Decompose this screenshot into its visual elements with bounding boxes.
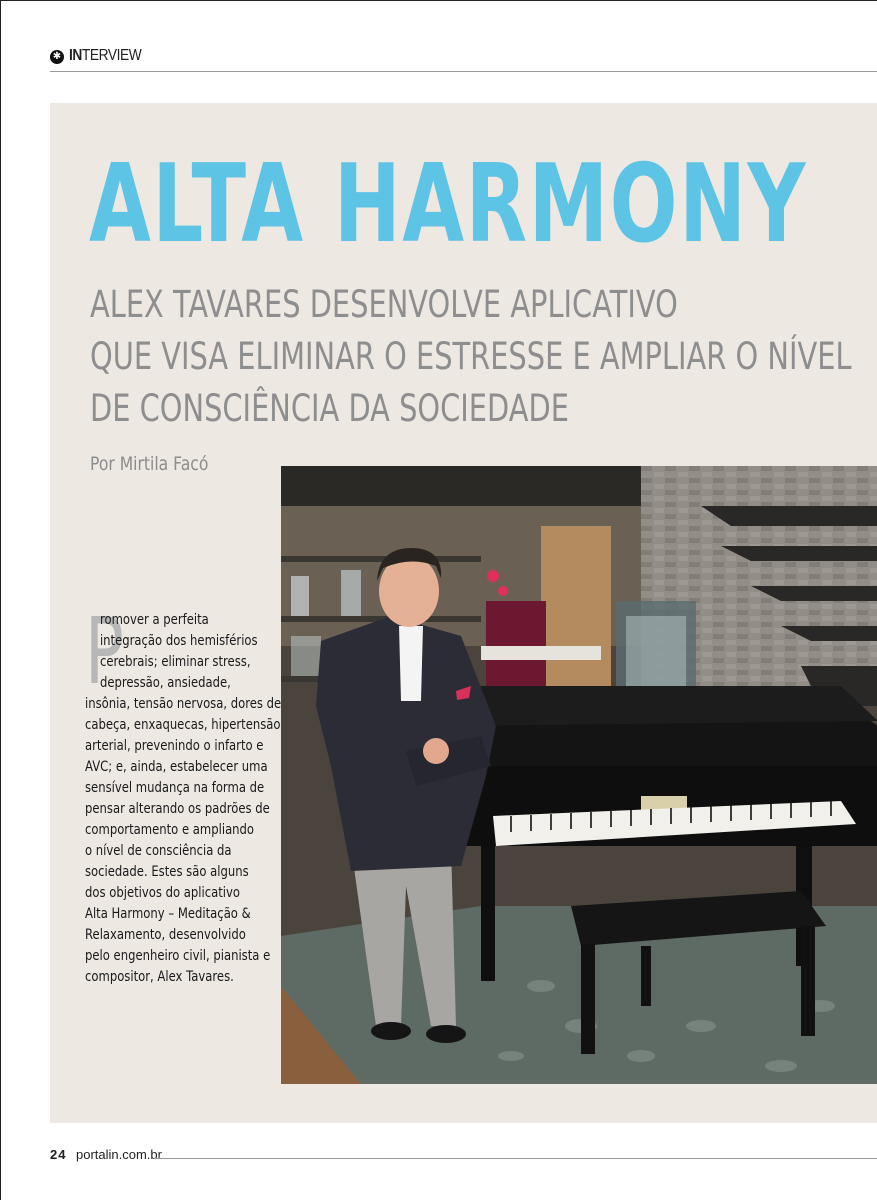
subtitle-line: QUE VISA ELIMINAR O ESTRESSE E AMPLIAR O NÍVEL bbox=[90, 335, 852, 378]
body-line: o nível de consciência da bbox=[85, 843, 232, 859]
body-line: sociedade. Estes são alguns bbox=[85, 864, 249, 880]
body-line: Relaxamento, desenvolvido bbox=[85, 927, 246, 943]
article-subtitle bbox=[90, 279, 852, 435]
body-line: cabeça, enxaquecas, hipertensão bbox=[85, 717, 281, 733]
body-line: romover a perfeita bbox=[99, 612, 209, 628]
section-header bbox=[50, 45, 877, 72]
body-line: dos objetivos do aplicativo bbox=[85, 885, 241, 901]
body-line: pensar alterando os padrões de bbox=[85, 801, 270, 817]
star-circle-icon: ✱ bbox=[50, 50, 64, 64]
body-line: compositor, Alex Tavares. bbox=[85, 969, 234, 985]
body-line: AVC; e, ainda, estabelecer uma bbox=[85, 759, 268, 775]
body-line: pelo engenheiro civil, pianista e bbox=[85, 948, 271, 964]
page-footer bbox=[50, 1147, 877, 1167]
photo-man-at-piano bbox=[281, 466, 877, 1084]
body-line: arterial, prevenindo o infarto e bbox=[85, 738, 264, 754]
page-number: 24 bbox=[50, 1147, 67, 1162]
article-body bbox=[85, 598, 282, 988]
article-title: ALTA HARMONY bbox=[89, 142, 807, 267]
body-line: sensível mudança na forma de bbox=[85, 780, 265, 796]
byline: Por Mirtila Facó bbox=[90, 453, 209, 475]
subtitle-line: DE CONSCIÊNCIA DA SOCIEDADE bbox=[90, 387, 569, 430]
footer-rule bbox=[154, 1158, 877, 1159]
body-line: Alta Harmony – Meditação & bbox=[85, 906, 251, 922]
site-url: portalin.com.br bbox=[76, 1147, 162, 1162]
section-label: INTERVIEW bbox=[69, 47, 142, 64]
body-line: cerebrais; eliminar stress, bbox=[99, 654, 251, 670]
body-line: depressão, ansiedade, bbox=[99, 675, 231, 691]
body-line: insônia, tensão nervosa, dores de bbox=[85, 696, 282, 712]
body-line: integração dos hemisférios bbox=[99, 633, 258, 649]
body-line: comportamento e ampliando bbox=[85, 822, 255, 838]
subtitle-line: ALEX TAVARES DESENVOLVE APLICATIVO bbox=[90, 283, 678, 326]
drop-cap: P bbox=[85, 598, 124, 705]
